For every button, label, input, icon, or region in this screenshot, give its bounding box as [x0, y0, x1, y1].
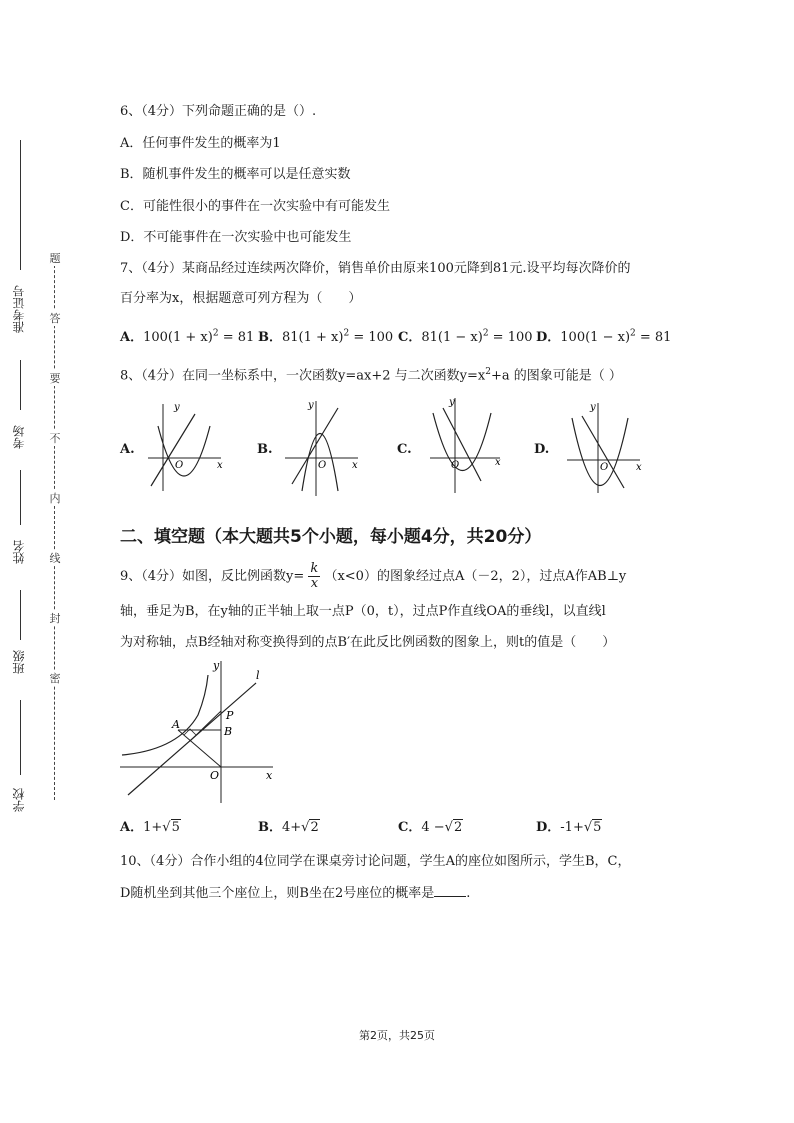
origin-label: O: [318, 460, 327, 471]
q9-stem-line3: 为对称轴，点B经轴对称变换得到的点B′在此反比例函数的图象上，则t的值是（ ）: [120, 635, 616, 650]
axis-label-x: x: [495, 457, 501, 468]
q8-stem: 8、（4分）在同一坐标系中，一次函数y=ax+2 与二次函数$y=x^2+a$ 的图象可能是（ ）: [120, 367, 622, 384]
axis-label-y: y: [449, 397, 455, 408]
q8-option-c-label: C.: [397, 442, 412, 457]
axis-label-x: x: [217, 460, 223, 471]
margin-line: [20, 140, 21, 270]
seal-char: 不: [49, 432, 61, 445]
q9-stem-line1: 9、（4分）如图，反比例函数y= $\frac{k}{x}$ （x<0）的图象经过点A（－2，2），过点A作AB⊥y: [120, 561, 627, 591]
q8-graph-a: [143, 396, 228, 496]
seal-char: 内: [49, 492, 61, 505]
seal-char: 题: [49, 252, 61, 265]
q9-option-d: D．-1+√5: [536, 820, 602, 835]
margin-label-exam-room: 考场: [12, 425, 26, 449]
fig-label-b: B: [224, 725, 233, 738]
q6-option-d: D．不可能事件在一次实验中也可能发生: [120, 230, 352, 245]
fig-label-a: A: [172, 718, 180, 731]
margin-label-name: 姓名: [12, 540, 26, 564]
q8-graph-d: [562, 398, 652, 498]
axis-label-y: y: [308, 400, 314, 411]
seal-char: 线: [49, 552, 61, 565]
q9-option-c: C．4 −√2: [398, 820, 463, 835]
q7-stem-line2: 百分率为x，根据题意可列方程为（ ）: [120, 291, 362, 306]
q8-option-a-label: A.: [120, 442, 135, 457]
seal-char: 要: [49, 372, 61, 385]
fig-label-y: y: [213, 659, 220, 672]
section-2-title: 二、填空题（本大题共5个小题，每小题4分，共20分）: [120, 527, 542, 547]
margin-label-school: 学校: [12, 788, 26, 812]
seal-char: 答: [49, 312, 61, 325]
origin-label: O: [600, 462, 609, 473]
q8-graph-c: [425, 393, 510, 498]
fig-label-l: l: [256, 669, 260, 682]
q7-option-d: D．$100(1 - x)^2 = 81$: [536, 328, 672, 345]
fig-label-p: P: [226, 709, 234, 722]
q9-stem-line2: 轴，垂足为B，在y轴的正半轴上取一点P（0，t），过点P作直线OA的垂线l，以直线l: [120, 604, 606, 619]
q7-option-a: A．$100(1 + x)^2 = 81$: [120, 328, 255, 345]
q8-option-d-label: D.: [534, 442, 550, 457]
margin-line: [20, 700, 21, 775]
q6-stem: 6、（4分）下列命题正确的是（）.: [120, 104, 317, 119]
answer-blank[interactable]: [434, 896, 466, 897]
q9-option-b: B．4+√2: [258, 820, 319, 835]
seal-dashed-line: [54, 250, 65, 800]
q9-fraction: $\frac{k}{x}$: [310, 561, 319, 591]
axis-label-y: y: [174, 402, 180, 413]
page-footer: 第2页，共25页: [359, 1029, 435, 1042]
q7-stem-line1: 7、（4分）某商品经过连续两次降价，销售单价由原来100元降到81元.设平均每次降价的: [120, 261, 631, 276]
margin-label-class: 班级: [12, 650, 26, 674]
margin-line: [20, 470, 21, 525]
q9-option-a: A．1+√5: [120, 820, 180, 835]
q6-option-c: C．可能性很小的事件在一次实验中有可能发生: [120, 199, 390, 214]
axis-label-y: y: [590, 402, 596, 413]
binding-margin: [0, 0, 60, 1123]
q8-option-b-label: B.: [257, 442, 273, 457]
origin-label: O: [175, 460, 184, 471]
margin-line: [20, 360, 21, 410]
seal-char: 密: [49, 672, 61, 685]
q7-option-b: B．$81(1 + x)^2 = 100$: [258, 328, 394, 345]
origin-label: O: [451, 460, 460, 471]
q10-stem-line2: D随机坐到其他三个座位上，则B坐在2号座位的概率是 .: [120, 886, 471, 901]
axis-label-x: x: [636, 462, 642, 473]
fig-label-x: x: [266, 769, 273, 782]
fig-label-o: O: [210, 769, 220, 782]
q6-option-b: B．随机事件发生的概率可以是任意实数: [120, 167, 351, 182]
q6-option-a: A．任何事件发生的概率为1: [120, 136, 281, 151]
q7-option-c: C．$81(1 - x)^2 = 100$: [398, 328, 533, 345]
seal-char: 封: [49, 612, 61, 625]
q10-stem-line1: 10、（4分）合作小组的4位同学在课桌旁讨论问题，学生A的座位如图所示，学生B，C，: [120, 854, 631, 869]
q9-figure: [118, 655, 278, 805]
margin-label-exam-number: 准考证号: [12, 285, 26, 333]
q8-graph-b: [280, 396, 365, 501]
axis-label-x: x: [352, 460, 358, 471]
margin-line: [20, 590, 21, 640]
